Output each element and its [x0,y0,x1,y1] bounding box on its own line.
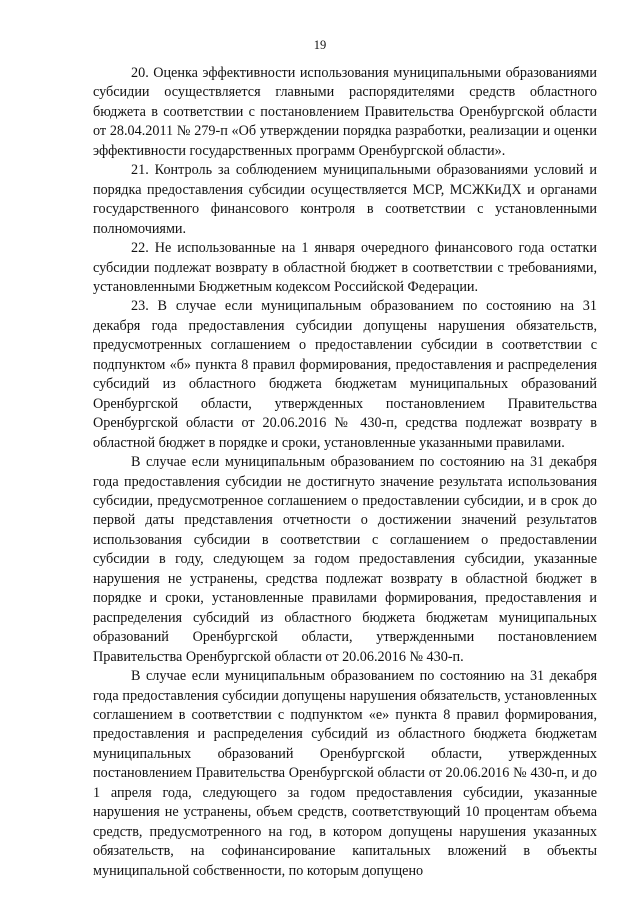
page-number: 19 [313,38,327,52]
paragraph-21: 21. Контроль за соблюдением муниципальными образованиями условий и порядка предоставления субсидии осуществляется МСР, МСЖКиДХ и органами государственного финансового контроля в соответствии с установленными полномочиями. [93,162,597,237]
paragraph-22: 22. Не использованные на 1 января очередного финансового года остатки субсидии подлежат возврату в областной бюджет в соответствии с требованиями, установленными Бюджетным кодексом Российской Федерации. [93,240,597,295]
document-body [93,64,597,881]
paragraph-20: 20. Оценка эффективности использования муниципальными образованиями субсидии осуществляется главными распорядителями средств областного бюджета в соответствии с постановлением Правительства Оренбургской области от 28.04.2011 № 279-п «Об утверждении порядка разработки, реализации и оценки эффективности государственных программ Оренбургской области». [93,65,597,159]
paragraph-23-case-result: В случае если муниципальным образованием по состоянию на 31 декабря года предоставления субсидии не достигнуто значение результата использования субсидии, предусмотренное соглашением о предоставлении субсидии, и в срок до первой даты представления отчетности о достижении значений результатов использования субсидии в соответствии с соглашением о предоставлении субсидии в году, следующем за годом предоставления субсидии, указанные нарушения не устранены, средства подлежат возврату в областной бюджет в порядке и сроки, установленные правилами формирования, предоставления и распределения субсидий из областного бюджета бюджетам муниципальных образований Оренбургской области, утвержденными постановлением Правительства Оренбургской области от 20.06.2016 № 430-п. [93,454,597,665]
paragraph-23-case-obligations: В случае если муниципальным образованием по состоянию на 31 декабря года предоставления субсидии допущены нарушения обязательств, установленных соглашением в соответствии с подпунктом «е» пункта 8 правил формирования, предоставления и распределения субсидий из областного бюджета бюджетам муниципальных образований Оренбургской области, утвержденных постановлением Правительства Оренбургской области от 20.06.2016 № 430-п, и до 1 апреля года, следующего за годом предоставления субсидии, указанные нарушения не устранены, объем средств, соответствующий 10 процентам объема средств, предусмотренного на год, в котором допущены нарушения указанных обязательств, на софинансирование капитальных вложений в объекты муниципальной собственности, по которым допущено [93,668,597,879]
paragraph-23: 23. В случае если муниципальным образованием по состоянию на 31 декабря года предоставления субсидии допущены нарушения обязательств, предусмотренных соглашением о предоставлении субсидии в соответствии с подпунктом «б» пункта 8 правил формирования, предоставления и распределения субсидий из областного бюджета бюджетам муниципальных образований Оренбургской области, утвержденных постановлением Правительства Оренбургской области от 20.06.2016 № 430-п, средства подлежат возврату в областной бюджет в порядке и сроки, установленные указанными правилами. [93,298,597,451]
